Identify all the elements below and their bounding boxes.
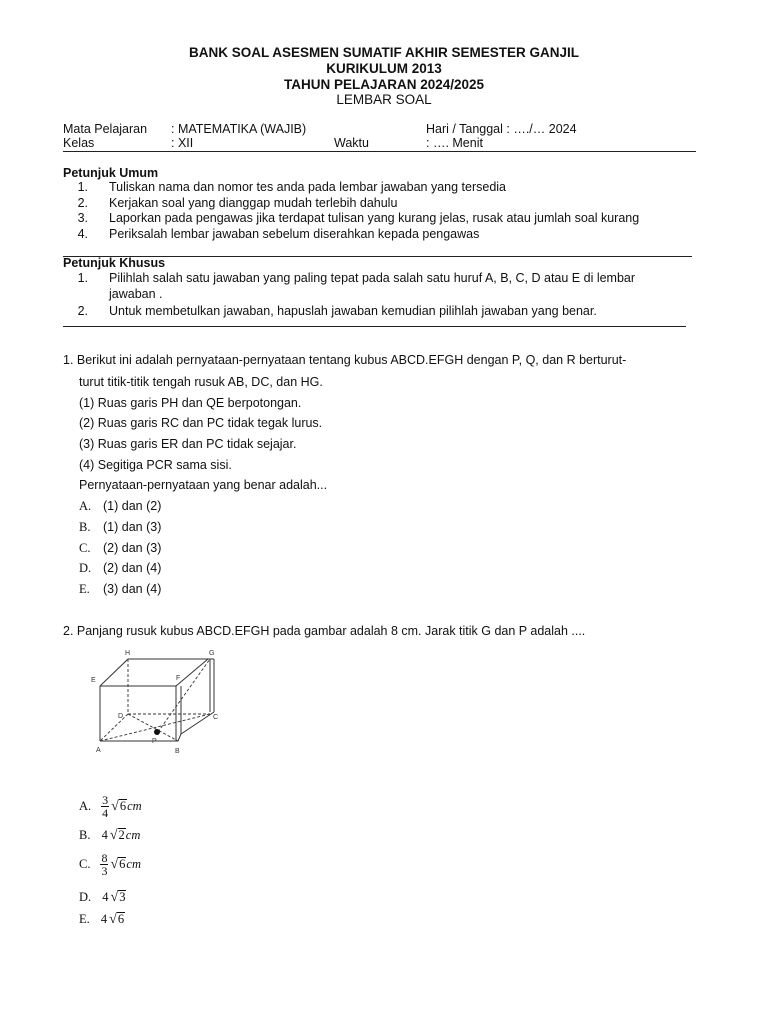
fraction: $\frac{8}{3}$ xyxy=(101,850,108,878)
time-label: Waktu xyxy=(334,136,369,150)
question-1-option-e[interactable]: E. (3) dan (4) xyxy=(79,582,162,596)
header-title-line2: KURIKULUM 2013 xyxy=(326,61,442,76)
special-divider xyxy=(63,326,686,327)
time-value: : …. Menit xyxy=(426,136,483,150)
class-label: Kelas xyxy=(63,136,95,150)
question-2-option-c[interactable]: C. $\frac{8}{3}$ √ 6 cm xyxy=(79,850,141,878)
question-1-option-a[interactable]: A. (1) dan (2) xyxy=(79,499,162,513)
class-value: : XII xyxy=(171,136,194,150)
info-divider xyxy=(63,151,696,152)
cube-label-h: H xyxy=(125,650,131,657)
question-1-statement-1: (1) Ruas garis PH dan QE berpotongan. xyxy=(79,396,302,410)
question-1-statement-2: (2) Ruas garis RC dan PC tidak tegak lurus. xyxy=(79,416,323,430)
question-1-line1: 1. Berikut ini adalah pernyataan-pernyataan tentang kubus ABCD.EFGH dengan P, Q, dan R berturut- xyxy=(63,353,627,367)
question-1-line2: turut titik-titik tengah rusuk AB, DC, dan HG. xyxy=(79,375,323,389)
question-2-option-d[interactable]: D. 4 √3 xyxy=(79,890,126,905)
question-2-option-b[interactable]: B. 4 √2cm xyxy=(79,828,141,843)
list-item: 4. Periksalah lembar jawaban sebelum diserahkan kepada pengawas xyxy=(77,226,480,241)
general-instructions-title: Petunjuk Umum xyxy=(63,166,159,180)
list-item: 2. Kerjakan soal yang dianggap mudah terlebih dahulu xyxy=(77,195,398,210)
question-1-option-c[interactable]: C. (2) dan (3) xyxy=(79,541,162,555)
question-1-option-d[interactable]: D. (2) dan (4) xyxy=(79,561,162,575)
list-item: 1. Pilihlah salah satu jawaban yang paling tepat pada salah satu huruf A, B, C, D atau E di lembar xyxy=(77,271,636,285)
header-title-line3: TAHUN PELAJARAN 2024/2025 xyxy=(283,77,485,92)
list-item: 2. Untuk membetulkan jawaban, hapuslah jawaban kemudian pilihlah jawaban yang benar. xyxy=(77,303,597,318)
special-instructions-title: Petunjuk Khusus xyxy=(63,256,166,270)
question-1-statement-3: (3) Ruas garis ER dan PC tidak sejajar. xyxy=(79,437,297,451)
question-2-option-a[interactable]: A. $\frac{3}{4}$ √ 6 cm xyxy=(79,792,142,820)
fraction: $\frac{3}{4}$ xyxy=(102,792,109,820)
special-instructions-list xyxy=(63,271,703,319)
cube-label-a: A xyxy=(96,747,101,754)
subject-value: : MATEMATIKA (WAJIB) xyxy=(171,122,307,136)
cube-label-p: P xyxy=(152,738,157,745)
cube-label-c: C xyxy=(213,714,219,721)
list-item: 3. Laporkan pada pengawas jika terdapat tulisan yang kurang jelas, rusak atau jumlah soal kurang xyxy=(77,211,640,225)
cube-figure xyxy=(88,644,228,760)
question-1-prompt: Pernyataan-pernyataan yang benar adalah... xyxy=(79,478,328,492)
header-title-line4: LEMBAR SOAL xyxy=(336,92,432,107)
list-item-continuation: jawaban . xyxy=(109,286,163,301)
header-title-line1: BANK SOAL ASESMEN SUMATIF AKHIR SEMESTER GANJIL xyxy=(188,45,580,60)
question-1-option-b[interactable]: B. (1) dan (3) xyxy=(79,520,162,534)
cube-label-g: G xyxy=(209,650,215,657)
cube-label-b: B xyxy=(175,748,180,755)
list-item: 1. Tuliskan nama dan nomor tes anda pada lembar jawaban yang tersedia xyxy=(77,180,507,194)
date-label: Hari / Tanggal : …./… 2024 xyxy=(426,122,577,136)
subject-label: Mata Pelajaran xyxy=(63,122,148,136)
question-2-option-e[interactable]: E. 4 √6 xyxy=(79,912,125,927)
question-1-statement-4: (4) Segitiga PCR sama sisi. xyxy=(79,458,232,472)
cube-label-d: D xyxy=(118,713,124,720)
cube-label-f: F xyxy=(176,675,181,682)
question-2-line1: 2. Panjang rusuk kubus ABCD.EFGH pada gambar adalah 8 cm. Jarak titik G dan P adalah .... xyxy=(63,624,586,638)
general-instructions-list xyxy=(63,180,703,242)
cube-label-e: E xyxy=(91,677,96,684)
